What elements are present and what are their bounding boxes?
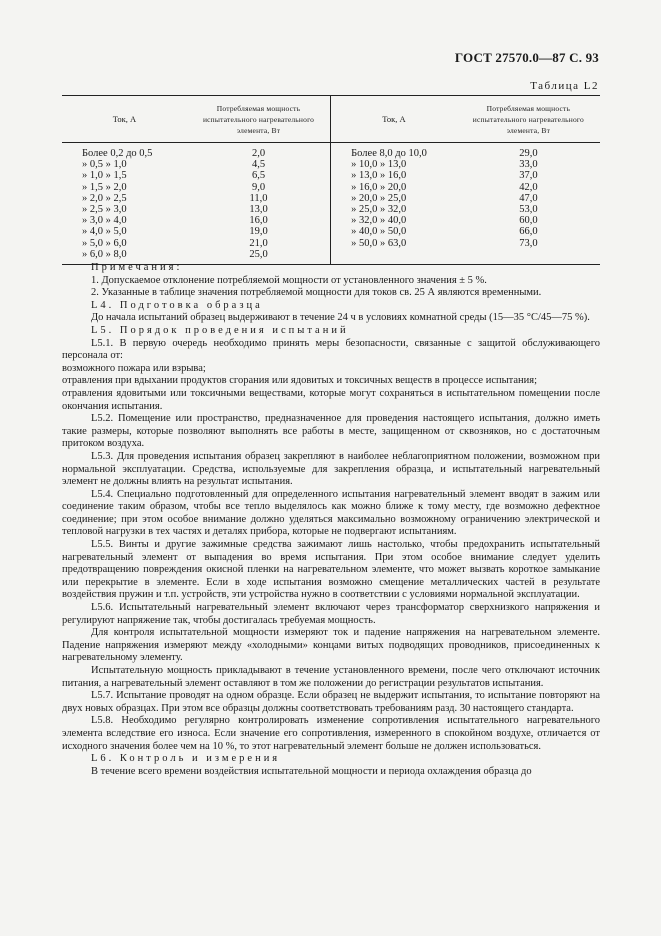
cell-current-range: » 13,0 » 16,0 (351, 170, 407, 182)
cell-power: 6,5 (187, 170, 331, 181)
table-row (62, 215, 600, 226)
cell-current-range: » 20,0 » 25,0 (351, 192, 407, 204)
section-heading: Примечания: (91, 262, 183, 273)
cell-current-range: » 4,0 » 5,0 (82, 226, 127, 238)
cell-current-range: » 10,0 » 13,0 (351, 159, 407, 171)
cell-power: 9,0 (187, 182, 331, 193)
cell-current-range: » 5,0 » 6,0 (82, 237, 127, 249)
cell-power: 66,0 (519, 226, 538, 238)
paragraph: L5.7. Испытание проводят на одном образце. Если образец не выдержит испытания, то испытание повторяют на двух новых образцах. При этом все образцы должны соответствовать требованиям разд. 30 настоящего стандарта. (62, 690, 600, 714)
paragraph: отравления ядовитыми или токсичными веществами, которые могут сохраняться в испытательном помещении после окончания испытания. (62, 387, 600, 412)
table-body (62, 143, 600, 265)
col-header-power-right: Потребляемая мощность испытательного нагревательного элемента, Вт (457, 96, 600, 143)
paragraph: В течение всего времени воздействия испытательной мощности и периода охлаждения образца до (91, 765, 532, 777)
cell-power: 19,0 (187, 226, 331, 237)
table-row (62, 143, 600, 160)
cell-power: 25,0 (187, 249, 331, 265)
cell-current-range: » 2,5 » 3,0 (82, 204, 127, 216)
cell-current-range: » 16,0 » 20,0 (351, 181, 407, 193)
paragraph: L5.1. В первую очередь необходимо принять меры безопасности, связанные с защитой обслуживающего персонала от: (62, 337, 600, 362)
cell-current-range: » 6,0 » 8,0 (62, 249, 187, 265)
power-table (62, 95, 600, 265)
cell-power: 47,0 (519, 192, 538, 204)
section-heading: L4. Подготовка образца (91, 299, 263, 311)
cell-current-range: » 32,0 » 40,0 (351, 215, 407, 227)
paragraph: возможного пожара или взрыва; (62, 362, 206, 374)
paragraph: До начала испытаний образец выдерживают в течение 24 ч в условиях комнатной среды (15—35 °С/45—75 %). (91, 312, 590, 324)
paragraph: 2. Указанные в таблице значения потребляемой мощности для токов св. 25 А являются временными. (91, 287, 542, 299)
table-row (62, 170, 600, 181)
paragraph: L5.3. Для проведения испытания образец закрепляют в наиболее неблагоприятном положении, возможном при нормальной эксплуатации. Средства, используемые для закрепления образца, и испытательный нагревательный элемент не должны влиять на результат испытания. (62, 450, 600, 488)
cell-current-range: » 2,0 » 2,5 (82, 192, 127, 204)
cell-power: 37,0 (519, 170, 538, 182)
paragraph: L5.8. Необходимо регулярно контролировать изменение сопротивления испытательного нагревательного элемента вследствие его износа. Если значение его сопротивления, измеренного в спокойном воздухе, отличается от исходного значения более чем на 10 %, то этот нагревательный элемент больше не должен использоваться. (62, 715, 600, 752)
cell-current-range: Более 0,2 до 0,5 (82, 148, 153, 159)
cell-current-range: » 0,5 » 1,0 (82, 159, 127, 171)
table-row (62, 159, 600, 170)
table-row (62, 182, 600, 193)
paragraph: 1. Допускаемое отклонение потребляемой мощности от установленного значения ± 5 %. (91, 274, 487, 286)
cell-power: 4,5 (187, 159, 331, 170)
document-body (62, 262, 600, 778)
cell-current-range: » 3,0 » 4,0 (82, 215, 127, 227)
paragraph: Для контроля испытательной мощности измеряют ток и падение напряжения на нагревательном элементе. Падение напряжения измеряют между «холодными» концами витых подводящих проводников, присоединенных к нагревательному элементу. (62, 627, 600, 664)
cell-current-range: » 50,0 » 63,0 (351, 237, 407, 249)
paragraph: L5.4. Специально подготовленный для определенного испытания нагревательный элемент вводят в зажим или соединение таким образом, чтобы все тепло выделялось как можно ближе к тому месту, где возможно дефектное соединение; при этом особое внимание должно уделяться максимально возможному ограничению электрической и тепловой нагрузки в тех частях и деталях прибора, которые не подвергают испытаниям. (62, 488, 600, 538)
paragraph: отравления при вдыхании продуктов сгорания или ядовитых и токсичных веществ в процессе испытания; (62, 375, 538, 387)
section-heading: L5. Порядок проведения испытаний (91, 324, 349, 336)
doc-header: ГОСТ 27570.0—87 С. 93 (454, 50, 599, 65)
table-row (62, 193, 600, 204)
paragraph: L5.6. Испытательный нагревательный элемент включают через трансформатор сверхнизкого напряжения и регулируют напряжение так, чтобы достигалась требуемая мощность. (62, 602, 600, 626)
cell-power: 16,0 (187, 215, 331, 226)
table-row (62, 226, 600, 237)
cell-power: 42,0 (519, 181, 538, 193)
cell-power: 53,0 (519, 204, 538, 216)
cell-current-range: » 25,0 » 32,0 (351, 204, 407, 216)
col-header-current-left: Ток, А (62, 96, 187, 143)
cell-current-range: Более 8,0 до 10,0 (351, 148, 427, 159)
col-header-power-left: Потребляемая мощность испытательного нагревательного элемента, Вт (187, 96, 331, 143)
section-heading: L6. Контроль и измерения (91, 753, 281, 765)
table-caption: Таблица L2 (530, 80, 599, 92)
cell-power: 13,0 (187, 204, 331, 215)
paragraph: L5.5. Винты и другие зажимные средства зажимают лишь настолько, чтобы предохранить испытательный нагревательный элемент от выпадения во время испытания. При этом особое внимание следует уделить предотвращению повреждения окисной пленки на нагревательном элементе, что может вызвать короткое замыкание или перекрытие в элементе. Если в ходе испытания возможно смещение металлических частей в результате воздействия пружин и т.п. устройств, эти устройства нужно в соответствии с условиями нормальной эксплуатации. (62, 539, 600, 601)
cell-power: 11,0 (187, 193, 331, 204)
cell-current-range: » 40,0 » 50,0 (351, 226, 407, 238)
cell-current-range: » 1,0 » 1,5 (82, 170, 127, 182)
table-row (62, 204, 600, 215)
cell-power: 2,0 (187, 143, 331, 160)
cell-current-range: » 1,5 » 2,0 (82, 181, 127, 193)
cell-power: 73,0 (519, 237, 538, 249)
cell-power: 33,0 (519, 159, 538, 171)
cell-power: 29,0 (519, 148, 538, 159)
cell-power: 60,0 (519, 215, 538, 227)
cell-power: 21,0 (187, 238, 331, 249)
paragraph: L5.2. Помещение или пространство, предназначенное для проведения настоящего испытания, должно иметь такие размеры, которые позволяют выполнять все работы в месте, защищенном от сквозняков, но с достаточным притоком воздуха. (62, 413, 600, 450)
paragraph: Испытательную мощность прикладывают в течение установленного времени, после чего отключают источник питания, а нагревательный элемент оставляют в том же положении до регистрации результатов испытания. (62, 665, 600, 689)
table-row (62, 238, 600, 249)
col-header-current-right: Ток, А (331, 96, 457, 143)
